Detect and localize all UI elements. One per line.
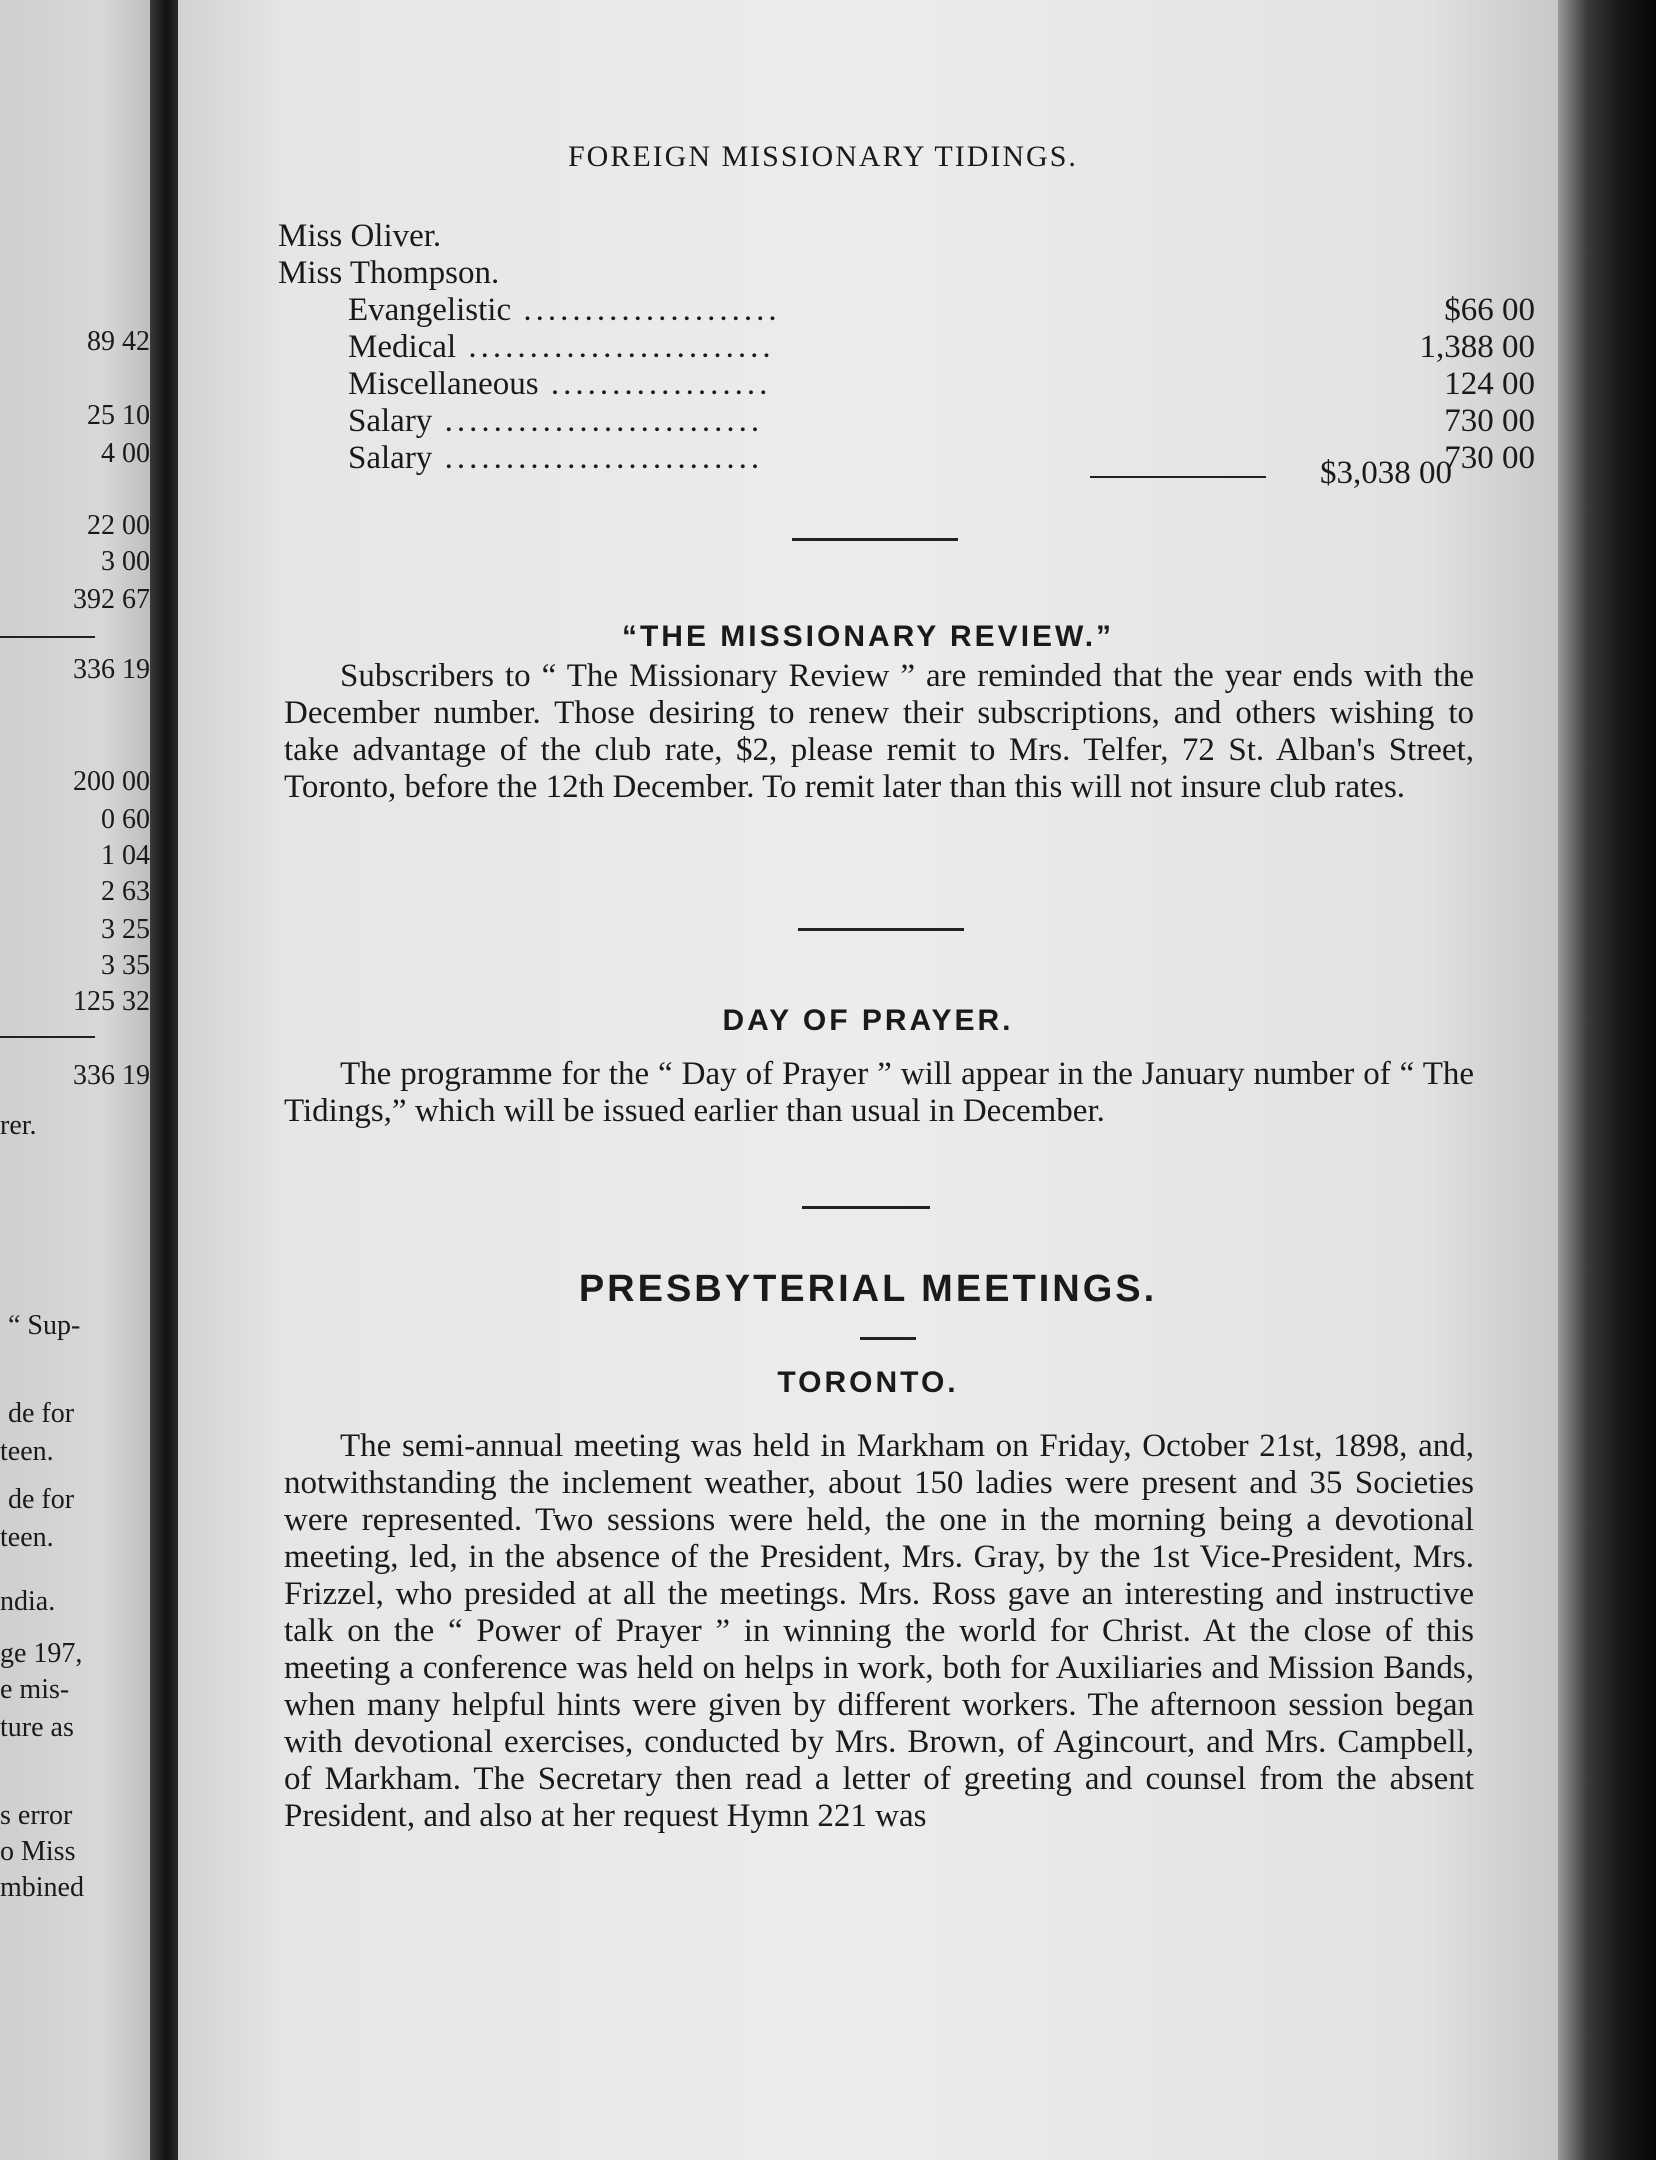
left-line: 336 19 xyxy=(73,1060,150,1091)
ledger-total: $3,038 00 xyxy=(1320,455,1452,491)
left-line: ture as xyxy=(0,1712,74,1743)
ledger-amount: $66 00 xyxy=(1444,292,1535,328)
ledger-amount: 730 00 xyxy=(1444,440,1535,476)
left-line: 25 10 xyxy=(87,400,150,431)
left-line: “ Sup- xyxy=(8,1310,81,1341)
ledger-name: Miss Thompson. xyxy=(278,255,500,291)
page-edge xyxy=(1558,0,1656,2160)
left-line: e mis- xyxy=(0,1674,70,1705)
left-line: teen. xyxy=(0,1522,54,1553)
left-line: 3 25 xyxy=(101,914,150,945)
left-line: 4 00 xyxy=(101,438,150,469)
paragraph: The programme for the “ Day of Prayer ” will appear in the January number of “ The Tidings,” which will be issued earlier than usual in December. xyxy=(284,1056,1474,1129)
ledger-label: Salary xyxy=(348,440,433,476)
ledger-amount: 730 00 xyxy=(1444,403,1535,439)
left-line: 0 60 xyxy=(101,804,150,835)
left-line: 125 32 xyxy=(73,986,150,1017)
left-line: s error xyxy=(0,1800,73,1831)
ledger-amount: 1,388 00 xyxy=(1419,329,1535,365)
left-line: ge 197, xyxy=(0,1638,83,1669)
left-line: mbined xyxy=(0,1872,84,1903)
left-line: 22 00 xyxy=(87,510,150,541)
left-line: rer. xyxy=(0,1110,37,1141)
left-line: 2 63 xyxy=(101,876,150,907)
left-line: de for xyxy=(8,1398,75,1429)
section-divider xyxy=(802,1206,930,1209)
ledger-name: Miss Oliver. xyxy=(278,218,442,254)
left-line: de for xyxy=(8,1484,75,1515)
left-line: 392 67 xyxy=(73,584,150,615)
ledger-row: Salary .......................... 730 00 xyxy=(348,440,1535,476)
left-rule xyxy=(0,636,95,638)
sum-rule xyxy=(1090,476,1266,478)
ledger-amount: 124 00 xyxy=(1444,366,1535,402)
section-heading: PRESBYTERIAL MEETINGS. xyxy=(578,1268,1158,1310)
paragraph: The semi-annual meeting was held in Markham on Friday, October 21st, 1898, and, notwithstanding the inclement weather, about 150 ladies were present and 35 Societies were represented. Two sessions were held, the one in the morning being a devotional meeting, led, in the absence of the President, Mrs. Gray, by the 1st Vice-President, Mrs. Frizzel, who presided at all the meetings. Mrs. Ross gave an interesting and instructive talk on the “ Power of Prayer ” in winning the world for Christ. At the close of this meeting a conference was held on helps in work, both for Auxiliaries and Mission Bands, when many helpful hints were given by different workers. The afternoon session began with devotional exercises, conducted by Mrs. Brown, of Agincourt, and Mrs. Campbell, of Markham. The Secretary then read a letter of greeting and counsel from the absent President, and also at her request Hymn 221 was xyxy=(284,1428,1474,1834)
left-line: ndia. xyxy=(0,1586,56,1617)
section-divider xyxy=(798,928,964,931)
ledger-label: Miscellaneous xyxy=(348,366,539,402)
ledger-row: Miscellaneous .................. 124 00 xyxy=(348,366,1535,402)
section-divider xyxy=(792,538,958,541)
left-line: 200 00 xyxy=(73,766,150,797)
ledger-label: Medical xyxy=(348,329,457,365)
left-line: o Miss xyxy=(0,1836,76,1867)
ledger-row: Salary .......................... 730 00 xyxy=(348,403,1535,439)
section-heading: DAY OF PRAYER. xyxy=(722,1004,1014,1037)
left-line: 89 42 xyxy=(87,326,150,357)
paragraph: Subscribers to “ The Missionary Review ” are reminded that the year ends with the December number. Those desiring to renew their subscriptions, and others wishing to take advantage of the club rate, $2, please remit to Mrs. Telfer, 72 St. Alban's Street, Toronto, before the 12th December. To remit later than this will not insure club rates. xyxy=(284,658,1474,805)
running-title: FOREIGN MISSIONARY TIDINGS. xyxy=(568,140,1078,173)
ledger xyxy=(278,218,1535,477)
section-heading: “THE MISSIONARY REVIEW.” xyxy=(621,620,1115,653)
heading-rule xyxy=(860,1337,916,1340)
ledger-row: Evangelistic ..................... $66 00 xyxy=(348,292,1535,328)
left-line: 1 04 xyxy=(101,840,150,871)
sub-heading: TORONTO. xyxy=(777,1366,959,1399)
facing-page-fragment xyxy=(0,0,170,2160)
left-line: 336 19 xyxy=(73,654,150,685)
left-line: 3 00 xyxy=(101,546,150,577)
left-line: 3 35 xyxy=(101,950,150,981)
ledger-label: Evangelistic xyxy=(348,292,512,328)
left-line: teen. xyxy=(0,1436,54,1467)
left-rule xyxy=(0,1036,95,1038)
ledger-row: Medical ......................... 1,388 00 xyxy=(348,329,1535,365)
ledger-label: Salary xyxy=(348,403,433,439)
